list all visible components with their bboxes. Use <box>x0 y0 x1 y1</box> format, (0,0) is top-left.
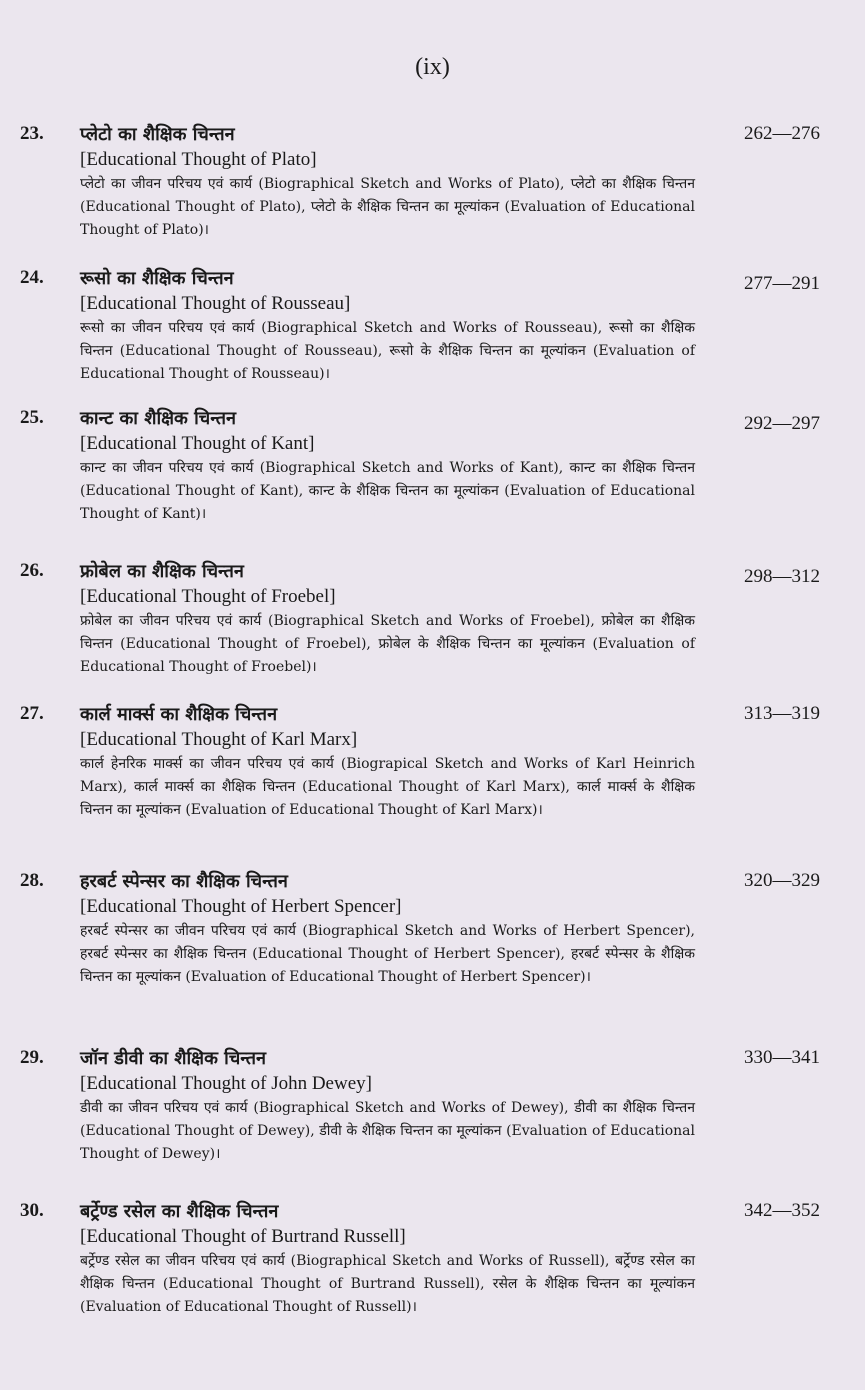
entry-title-english: [Educational Thought of Karl Marx] <box>80 729 358 750</box>
entry-description: प्लेटो का जीवन परिचय एवं कार्य (Biographical Sketch and Works of Plato), प्लेटो का शैक्षिक चिन्तन (Educational Thought of Plato), प्लेटो के शैक्षिक चिन्तन का मूल्यांकन (Evaluation of Educational Thought of Plato)। <box>80 176 695 238</box>
entry-number: 30. <box>20 1200 44 1221</box>
entry-pages: 330—341 <box>744 1047 820 1068</box>
entry-title-hindi: जॉन डीवी का शैक्षिक चिन्तन <box>80 1048 267 1069</box>
entry-description: कार्ल हेनरिक मार्क्स का जीवन परिचय एवं कार्य (Biograpical Sketch and Works of Karl Heinrich Marx), कार्ल मार्क्स का शैक्षिक चिन्तन (Educational Thought of Karl Marx), कार्ल मार्क्स के शैक्षिक चिन्तन का मूल्यांकन (Evaluation of Educational Thought of Karl Marx)। <box>80 756 695 818</box>
entry-title-english: [Educational Thought of Rousseau] <box>80 293 351 314</box>
toc-entry-23 <box>20 123 820 242</box>
entry-title-english: [Educational Thought of Herbert Spencer] <box>80 896 402 917</box>
entry-title-hindi: कान्ट का शैक्षिक चिन्तन <box>80 408 237 429</box>
entry-title-english: [Educational Thought of Plato] <box>80 149 317 170</box>
entry-title-hindi: फ्रोबेल का शैक्षिक चिन्तन <box>80 561 244 582</box>
entry-description: बर्ट्रेण्ड रसेल का जीवन परिचय एवं कार्य (Biographical Sketch and Works of Russell), बर्ट्रेण्ड रसेल का शैक्षिक चिन्तन (Educational Thought of Burtrand Russell), रसेल के शैक्षिक चिन्तन का मूल्यांकन (Evaluation of Educational Thought of Russell)। <box>80 1253 695 1315</box>
toc-entry-29 <box>20 1047 820 1166</box>
entry-title-english: [Educational Thought of John Dewey] <box>80 1073 372 1094</box>
entry-description: फ्रोबेल का जीवन परिचय एवं कार्य (Biographical Sketch and Works of Froebel), फ्रोबेल का शैक्षिक चिन्तन (Educational Thought of Froebel), फ्रोबेल के शैक्षिक चिन्तन का मूल्यांकन (Evaluation of Educational Thought of Froebel)। <box>80 613 695 675</box>
entry-title-english: [Educational Thought of Burtrand Russell] <box>80 1226 406 1247</box>
entry-pages: 262—276 <box>744 123 820 144</box>
entry-number: 29. <box>20 1047 44 1068</box>
toc-entry-24 <box>20 267 820 386</box>
entry-title-english: [Educational Thought of Froebel] <box>80 586 336 607</box>
entry-pages: 277—291 <box>744 273 820 294</box>
entry-pages: 342—352 <box>744 1200 820 1221</box>
entry-title-hindi: हरबर्ट स्पेन्सर का शैक्षिक चिन्तन <box>80 871 288 892</box>
entry-title-hindi: प्लेटो का शैक्षिक चिन्तन <box>80 124 235 145</box>
toc-entry-25 <box>20 407 820 526</box>
entry-number: 23. <box>20 123 44 144</box>
entry-number: 28. <box>20 870 44 891</box>
entry-description: डीवी का जीवन परिचय एवं कार्य (Biographical Sketch and Works of Dewey), डीवी का शैक्षिक चिन्तन (Educational Thought of Dewey), डीवी के शैक्षिक चिन्तन का मूल्यांकन (Evaluation of Educational Thought of Dewey)। <box>80 1100 695 1162</box>
toc-entry-30 <box>20 1200 820 1319</box>
toc-entry-26 <box>20 560 820 679</box>
entry-title-english: [Educational Thought of Kant] <box>80 433 315 454</box>
entry-description: रूसो का जीवन परिचय एवं कार्य (Biographical Sketch and Works of Rousseau), रूसो का शैक्षिक चिन्तन (Educational Thought of Rousseau), रूसो के शैक्षिक चिन्तन का मूल्यांकन (Evaluation of Educational Thought of Rousseau)। <box>80 320 695 382</box>
entry-pages: 313—319 <box>744 703 820 724</box>
entry-title-hindi: रूसो का शैक्षिक चिन्तन <box>80 268 234 289</box>
page-number: (ix) <box>415 54 450 80</box>
entry-description: हरबर्ट स्पेन्सर का जीवन परिचय एवं कार्य (Biographical Sketch and Works of Herbert Spencer), हरबर्ट स्पेन्सर का शैक्षिक चिन्तन (Educational Thought of Herbert Spencer), हरबर्ट स्पेन्सर के शैक्षिक चिन्तन का मूल्यांकन (Evaluation of Educational Thought of Herbert Spencer)। <box>80 923 695 985</box>
entry-number: 25. <box>20 407 44 428</box>
entry-pages: 298—312 <box>744 566 820 587</box>
entry-title-hindi: बर्ट्रेण्ड रसेल का शैक्षिक चिन्तन <box>80 1201 279 1222</box>
entry-number: 27. <box>20 703 44 724</box>
entry-number: 26. <box>20 560 44 581</box>
entry-pages: 320—329 <box>744 870 820 891</box>
entry-pages: 292—297 <box>744 413 820 434</box>
entry-number: 24. <box>20 267 44 288</box>
entry-description: कान्ट का जीवन परिचय एवं कार्य (Biographical Sketch and Works of Kant), कान्ट का शैक्षिक चिन्तन (Educational Thought of Kant), कान्ट के शैक्षिक चिन्तन का मूल्यांकन (Evaluation of Educational Thought of Kant)। <box>80 460 695 522</box>
toc-entry-27 <box>20 703 820 822</box>
entry-title-hindi: कार्ल मार्क्स का शैक्षिक चिन्तन <box>80 704 278 725</box>
toc-entry-28 <box>20 870 820 989</box>
